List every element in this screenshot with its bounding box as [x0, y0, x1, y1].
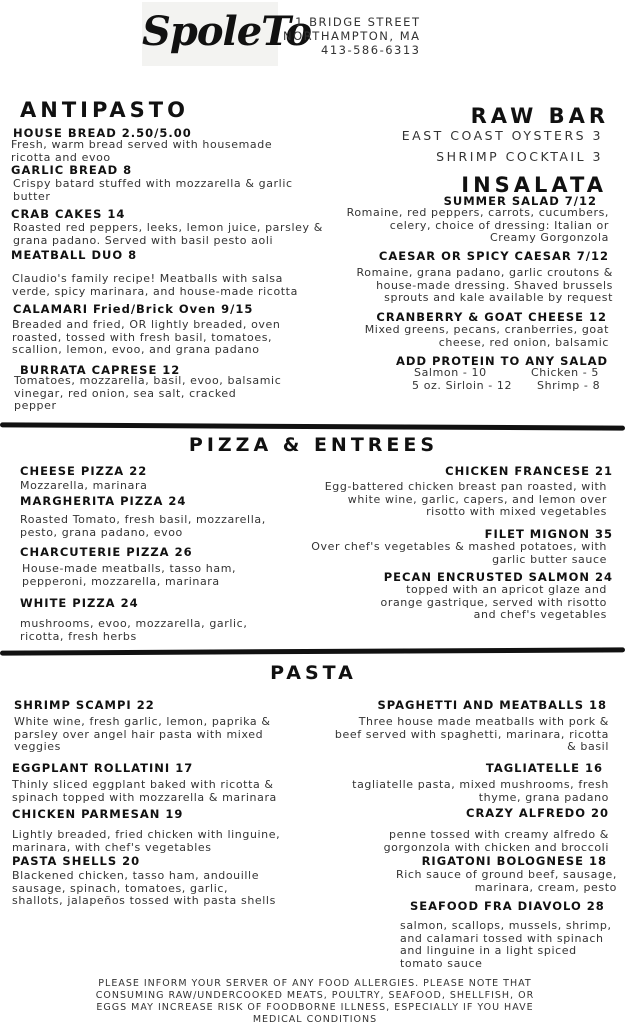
raw-bar-item: SHRIMP COCKTAIL 3 [436, 149, 603, 164]
pasta-item-desc: White wine, fresh garlic, lemon, paprika & parsley over angel hair pasta with mixed veggies [14, 715, 271, 753]
protein-salmon: Salmon - 10 [414, 366, 487, 379]
pasta-item-name: RIGATONI BOLOGNESE 18 [421, 854, 607, 868]
insalata-heading: INSALATA [461, 173, 607, 197]
pizza-item-desc: Roasted Tomato, fresh basil, mozzarella, pesto, grana padano, evoo [20, 513, 266, 539]
protein-chicken: Chicken - 5 [531, 366, 600, 379]
antipasto-item-desc: Roasted red peppers, leeks, lemon juice, parsley & grana padano. Served with basil pesto aoli [13, 221, 323, 247]
raw-bar-item: EAST COAST OYSTERS 3 [401, 128, 603, 143]
antipasto-item-name: CRAB CAKES 14 [11, 207, 126, 221]
pasta-item-name: TAGLIATELLE 16 [485, 761, 603, 775]
protein-shrimp: Shrimp - 8 [537, 379, 601, 392]
section-divider [0, 422, 625, 430]
entree-item-name: CHICKEN FRANCESE 21 [445, 464, 613, 478]
pasta-item-desc: penne tossed with creamy alfredo & gorgonzola with chicken and broccoli [383, 828, 609, 854]
pasta-item-name: SPAGHETTI AND MEATBALLS 18 [377, 698, 607, 712]
entree-item-desc: Over chef's vegetables & mashed potatoes, with garlic butter sauce [311, 540, 607, 566]
protein-heading: ADD PROTEIN TO ANY SALAD [396, 354, 609, 368]
pizza-item-name: WHITE PIZZA 24 [20, 596, 139, 610]
antipasto-item-name: BURRATA CAPRESE 12 [20, 363, 181, 377]
insalata-item-desc: Romaine, grana padano, garlic croutons & house-made dressing. Shaved brussels sprouts and kale available by request [356, 266, 613, 304]
pizza-item-name: MARGHERITA PIZZA 24 [20, 494, 187, 508]
section-divider [0, 647, 625, 655]
antipasto-item-name: GARLIC BREAD 8 [11, 163, 133, 177]
antipasto-item-desc: Breaded and fried, OR lightly breaded, oven roasted, tossed with fresh basil, tomatoes, scallion, lemon, evoo, and grana padano [12, 318, 281, 356]
insalata-item-desc: Romaine, red peppers, carrots, cucumbers, celery, choice of dressing: Italian or Creamy Gorgonzola [346, 206, 609, 244]
pasta-item-desc: tagliatelle pasta, mixed mushrooms, fresh thyme, grana padano [352, 778, 609, 804]
entree-item-desc: Egg-battered chicken breast pan roasted, with white wine, garlic, capers, and lemon over risotto with mixed vegetables [324, 480, 607, 518]
antipasto-item-name: CALAMARI Fried/Brick Oven 9/15 [13, 302, 254, 316]
antipasto-heading: ANTIPASTO [20, 98, 189, 122]
antipasto-item-desc: Tomatoes, mozzarella, basil, evoo, balsamic vinegar, red onion, sea salt, cracked pepper [14, 374, 282, 412]
address-line-1: 1 BRIDGE STREET [295, 15, 421, 29]
pasta-item-desc: salmon, scallops, mussels, shrimp, and calamari tossed with spinach and linguine in a light spiced tomato sauce [400, 919, 612, 970]
pasta-item-name: SHRIMP SCAMPI 22 [14, 698, 155, 712]
insalata-item-name: CAESAR OR SPICY CAESAR 7/12 [378, 249, 609, 263]
protein-sirloin: 5 oz. Sirloin - 12 [412, 379, 513, 392]
antipasto-item-desc: Crispy batard stuffed with mozzarella & garlic butter [13, 177, 293, 203]
pizza-entrees-heading: PIZZA & ENTREES [188, 434, 439, 456]
pasta-item-name: CRAZY ALFREDO 20 [466, 806, 609, 820]
restaurant-logo: SpoleTo [142, 2, 278, 66]
pizza-item-name: CHARCUTERIE PIZZA 26 [20, 545, 193, 559]
allergy-notice: PLEASE INFORM YOUR SERVER OF ANY FOOD ALLERGIES. PLEASE NOTE THAT CONSUMING RAW/UNDERCOOKED MEATS, POULTRY, SEAFOOD, SHELLFISH, OR EGGS MAY INCREASE RISK OF FOODBORNE ILLNESS, ESPECIALLY IF YOU HAVE MEDICAL CONDITIONS [95, 978, 535, 1025]
pasta-heading: PASTA [270, 662, 357, 684]
antipasto-item-name: MEATBALL DUO 8 [11, 248, 138, 262]
pasta-item-desc: Rich sauce of ground beef, sausage, marinara, cream, pesto [395, 868, 617, 894]
pasta-item-name: SEAFOOD FRA DIAVOLO 28 [410, 899, 605, 913]
pasta-item-desc: Blackened chicken, tasso ham, andouille sausage, spinach, tomatoes, garlic, shallots, jalapeños tossed with pasta shells [12, 869, 276, 907]
insalata-item-name: SUMMER SALAD 7/12 [443, 194, 597, 208]
pasta-item-desc: Thinly sliced eggplant baked with ricotta & spinach topped with mozzarella & marinara [12, 778, 277, 804]
pasta-item-name: CHICKEN PARMESAN 19 [12, 807, 184, 821]
antipasto-item-name: HOUSE BREAD 2.50/5.00 [13, 126, 192, 140]
phone-number: 413-586-6313 [321, 43, 421, 57]
pizza-item-desc: mushrooms, evoo, mozzarella, garlic, ricotta, fresh herbs [20, 617, 248, 643]
pasta-item-name: PASTA SHELLS 20 [12, 854, 141, 868]
antipasto-item-desc: Fresh, warm bread served with housemade ricotta and evoo [11, 138, 273, 164]
pasta-item-desc: Lightly breaded, fried chicken with linguine, marinara, with chef's vegetables [12, 828, 281, 854]
pizza-item-desc: Mozzarella, marinara [20, 479, 148, 492]
insalata-item-name: CRANBERRY & GOAT CHEESE 12 [376, 310, 607, 324]
pizza-item-desc: House-made meatballs, tasso ham, pepperoni, mozzarella, marinara [22, 562, 237, 588]
pizza-item-name: CHEESE PIZZA 22 [20, 464, 148, 478]
pasta-item-desc: Three house made meatballs with pork & beef served with spaghetti, marinara, ricotta & basil [334, 715, 609, 753]
restaurant-address [283, 15, 420, 57]
pasta-item-name: EGGPLANT ROLLATINI 17 [12, 761, 194, 775]
entree-item-name: FILET MIGNON 35 [484, 527, 613, 541]
entree-item-name: PECAN ENCRUSTED SALMON 24 [383, 570, 613, 584]
address-line-2: NORTHAMPTON, MA [283, 29, 421, 43]
raw-bar-heading: RAW BAR [470, 104, 609, 128]
antipasto-item-desc: Claudio's family recipe! Meatballs with salsa verde, spicy marinara, and house-made ricotta [12, 272, 298, 298]
insalata-item-desc: Mixed greens, pecans, cranberries, goat cheese, red onion, balsamic [364, 323, 609, 349]
entree-item-desc: topped with an apricot glaze and orange gastrique, served with risotto and chef's vegetables [380, 583, 607, 621]
